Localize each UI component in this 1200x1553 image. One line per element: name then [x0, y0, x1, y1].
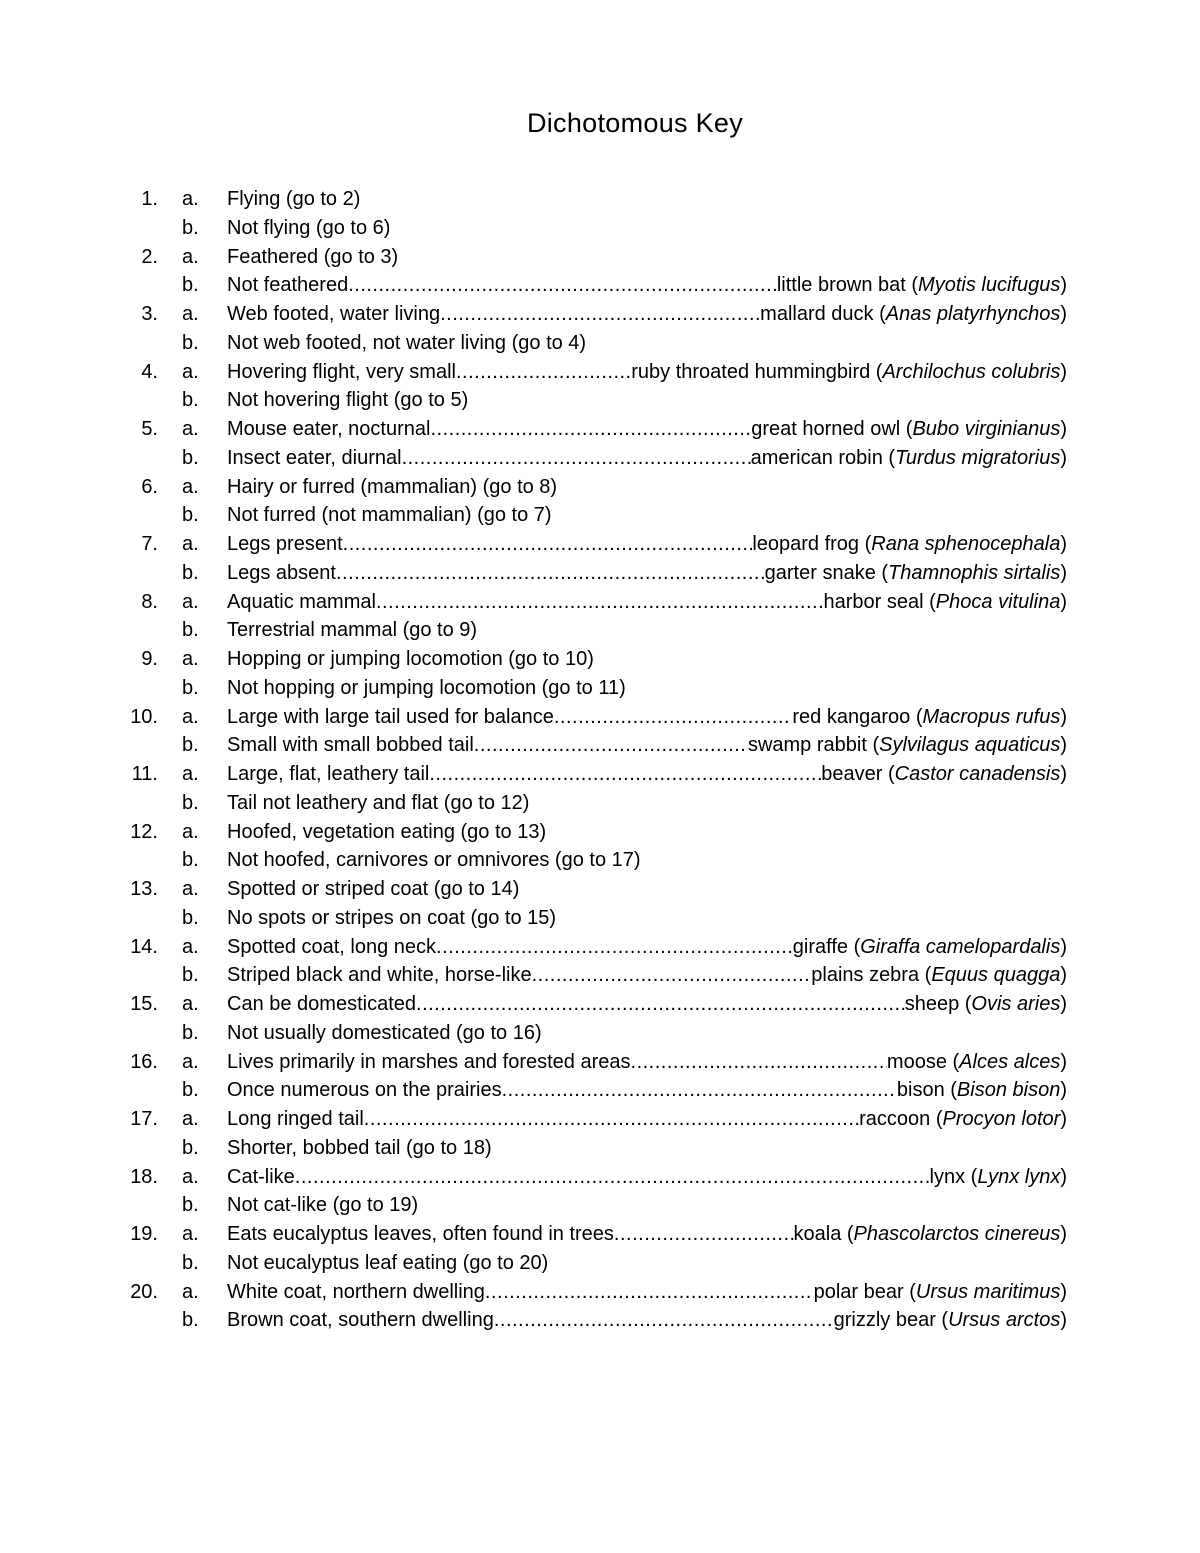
species-result: harbor seal (Phoca vitulina) — [823, 590, 1067, 613]
key-row — [0, 1191, 1200, 1220]
key-row — [0, 760, 1200, 789]
page-title: Dichotomous Key — [526, 108, 744, 138]
option-content — [227, 961, 1067, 989]
couplet-number: 20. — [130, 1280, 158, 1303]
key-row — [0, 1134, 1200, 1163]
key-row — [0, 588, 1200, 617]
scientific-name: Ovis aries — [971, 993, 1061, 1015]
option-letter: b. — [182, 619, 199, 642]
leader-dots — [429, 760, 821, 788]
species-result: plains zebra (Equus quagga) — [811, 964, 1067, 987]
option-letter: a. — [182, 993, 199, 1015]
option-letter: a. — [182, 188, 199, 210]
option-content — [227, 990, 1067, 1018]
species-result: leopard frog (Rana sphenocephala) — [752, 533, 1067, 555]
species-result: great horned owl (Bubo virginianus) — [751, 418, 1067, 440]
common-name: american robin — [750, 446, 883, 469]
option-content — [227, 846, 1067, 874]
option-content — [227, 904, 1067, 932]
option-letter: b. — [182, 561, 199, 584]
option-letter: b. — [182, 389, 199, 412]
option-content — [227, 588, 1067, 616]
leader-dots — [532, 961, 812, 989]
option-letter: b. — [182, 849, 199, 872]
option-letter: a. — [182, 303, 199, 325]
key-row — [0, 214, 1200, 243]
option-content — [227, 444, 1067, 472]
common-name: ruby throated hummingbird — [631, 360, 871, 383]
option-content — [227, 760, 1067, 788]
key-row — [0, 358, 1200, 387]
leader-dots — [336, 559, 765, 587]
scientific-name: Castor canadensis — [894, 763, 1061, 785]
scientific-name: Giraffa camelopardalis — [860, 935, 1061, 958]
common-name: koala — [793, 1223, 842, 1245]
leader-dots — [416, 990, 905, 1018]
species-result: ruby throated hummingbird (Archilochus colubris) — [631, 360, 1067, 383]
option-letter: a. — [182, 1108, 199, 1130]
option-description: Insect eater, diurnal — [227, 446, 402, 469]
option-description: Not flying (go to 6) — [227, 216, 391, 239]
key-row — [0, 271, 1200, 300]
key-row — [0, 674, 1200, 703]
leader-dots — [456, 358, 631, 386]
common-name: little brown bat — [776, 274, 906, 297]
option-description: Web footed, water living — [227, 303, 441, 325]
common-name: polar bear — [813, 1280, 904, 1303]
option-letter: a. — [182, 820, 199, 843]
key-row — [0, 731, 1200, 760]
scientific-name: Myotis lucifugus — [918, 274, 1061, 297]
key-row — [0, 1076, 1200, 1105]
option-content — [227, 1191, 1067, 1219]
option-description: Large, flat, leathery tail — [227, 763, 430, 785]
option-content — [227, 933, 1067, 961]
option-letter: a. — [182, 878, 199, 900]
species-result: beaver (Castor canadensis) — [821, 763, 1067, 785]
scientific-name: Bison bison — [956, 1079, 1061, 1102]
option-content — [227, 214, 1067, 242]
key-row — [0, 990, 1200, 1019]
key-row — [0, 846, 1200, 875]
key-row — [0, 1306, 1200, 1335]
option-content — [227, 789, 1067, 817]
option-letter: a. — [182, 935, 199, 958]
common-name: leopard frog — [752, 533, 860, 555]
key-row — [0, 501, 1200, 530]
leader-dots — [614, 1220, 794, 1248]
option-description: Hairy or furred (mammalian) (go to 8) — [227, 475, 558, 498]
option-content — [227, 243, 1067, 271]
option-letter: b. — [182, 1079, 199, 1102]
option-description: Tail not leathery and flat (go to 12) — [227, 791, 530, 814]
key-row — [0, 1019, 1200, 1048]
species-result: polar bear (Ursus maritimus) — [813, 1280, 1067, 1303]
option-content — [227, 674, 1067, 702]
dichotomous-key-list — [0, 185, 1200, 1335]
option-content — [227, 473, 1067, 501]
option-description: Eats eucalyptus leaves, often found in trees — [227, 1223, 614, 1245]
key-row — [0, 616, 1200, 645]
key-row — [0, 904, 1200, 933]
option-description: Not cat-like (go to 19) — [227, 1194, 419, 1217]
option-description: Hovering flight, very small — [227, 360, 456, 383]
key-row — [0, 645, 1200, 674]
option-letter: a. — [182, 705, 199, 728]
option-description: Not hoofed, carnivores or omnivores (go to 17) — [227, 849, 641, 872]
common-name: beaver — [821, 763, 883, 785]
leader-dots — [554, 703, 793, 731]
leader-dots — [343, 530, 753, 558]
option-description: Spotted or striped coat (go to 14) — [227, 878, 520, 900]
couplet-number: 7. — [141, 533, 158, 555]
key-row — [0, 1278, 1200, 1307]
option-content — [227, 731, 1067, 759]
option-description: Not usually domesticated (go to 16) — [227, 1021, 542, 1044]
option-description: Not eucalyptus leaf eating (go to 20) — [227, 1251, 549, 1274]
leader-dots — [364, 1105, 859, 1133]
option-content — [227, 703, 1067, 731]
option-letter: b. — [182, 964, 199, 987]
option-content — [227, 271, 1067, 299]
key-row — [0, 1163, 1200, 1192]
option-description: Not furred (not mammalian) (go to 7) — [227, 504, 552, 527]
couplet-number: 3. — [141, 303, 158, 325]
common-name: giraffe — [792, 935, 849, 958]
couplet-number: 15. — [130, 993, 158, 1015]
scientific-name: Sylvilagus aquaticus — [879, 734, 1061, 757]
species-result: bison (Bison bison) — [896, 1079, 1067, 1102]
option-content — [227, 1048, 1067, 1076]
leader-dots — [436, 933, 793, 961]
common-name: grizzly bear — [833, 1309, 936, 1332]
option-content — [227, 530, 1067, 558]
key-row — [0, 444, 1200, 473]
option-description: Hoofed, vegetation eating (go to 13) — [227, 820, 547, 843]
option-letter: a. — [182, 533, 199, 555]
couplet-number: 13. — [130, 878, 158, 900]
couplet-number: 9. — [141, 648, 158, 670]
leader-dots — [474, 731, 748, 759]
option-description: Not hopping or jumping locomotion (go to 11) — [227, 676, 626, 699]
common-name: harbor seal — [823, 590, 924, 613]
option-description: Aquatic mammal — [227, 590, 376, 613]
option-letter: a. — [182, 590, 199, 613]
option-content — [227, 616, 1067, 644]
scientific-name: Macropus rufus — [922, 705, 1061, 728]
leader-dots — [502, 1076, 897, 1104]
option-content — [227, 300, 1067, 328]
scientific-name: Equus quagga — [931, 964, 1061, 987]
option-description: Flying (go to 2) — [227, 188, 361, 210]
option-content — [227, 1306, 1067, 1334]
common-name: plains zebra — [811, 964, 920, 987]
couplet-number: 4. — [141, 360, 158, 383]
option-letter: a. — [182, 360, 199, 383]
scientific-name: Phoca vitulina — [935, 590, 1061, 613]
key-row — [0, 789, 1200, 818]
option-letter: a. — [182, 475, 199, 498]
option-letter: a. — [182, 1165, 199, 1188]
option-letter: b. — [182, 676, 199, 699]
species-result: red kangaroo (Macropus rufus) — [792, 705, 1067, 728]
option-content — [227, 1105, 1067, 1133]
leader-dots — [430, 415, 751, 443]
option-description: Not web footed, not water living (go to 4) — [227, 331, 587, 354]
species-result: sheep (Ovis aries) — [904, 993, 1067, 1015]
option-content — [227, 415, 1067, 443]
option-description: Small with small bobbed tail — [227, 734, 474, 757]
scientific-name: Thamnophis sirtalis — [888, 561, 1061, 584]
option-content — [227, 1076, 1067, 1104]
option-description: Hopping or jumping locomotion (go to 10) — [227, 648, 594, 670]
option-content — [227, 1163, 1067, 1191]
option-content — [227, 645, 1067, 673]
scientific-name: Lynx lynx — [977, 1165, 1061, 1188]
option-description: Not hovering flight (go to 5) — [227, 389, 469, 412]
species-result: swamp rabbit (Sylvilagus aquaticus) — [747, 734, 1067, 757]
scientific-name: Alces alces — [959, 1050, 1061, 1073]
couplet-number: 11. — [131, 763, 158, 785]
leader-dots — [402, 444, 751, 472]
option-description: Large with large tail used for balance — [227, 705, 554, 728]
key-row — [0, 933, 1200, 962]
option-description: Long ringed tail — [227, 1108, 364, 1130]
option-description: Legs absent — [227, 561, 336, 584]
option-letter: b. — [182, 734, 199, 757]
couplet-number: 6. — [141, 475, 158, 498]
common-name: lynx — [929, 1165, 966, 1188]
option-letter: b. — [182, 1021, 199, 1044]
scientific-name: Anas platyrhynchos — [885, 303, 1061, 325]
common-name: moose — [886, 1050, 947, 1073]
option-content — [227, 386, 1067, 414]
option-letter: b. — [182, 216, 199, 239]
option-description: No spots or stripes on coat (go to 15) — [227, 906, 557, 929]
key-row — [0, 961, 1200, 990]
species-result: mallard duck (Anas platyrhynchos) — [760, 303, 1067, 325]
option-description: White coat, northern dwelling — [227, 1280, 485, 1303]
option-letter: b. — [182, 1136, 199, 1159]
species-result: koala (Phascolarctos cinereus) — [793, 1223, 1067, 1245]
couplet-number: 12. — [130, 820, 158, 843]
couplet-number: 18. — [130, 1165, 158, 1188]
option-content — [227, 358, 1067, 386]
option-content — [227, 1278, 1067, 1306]
leader-dots — [348, 271, 777, 299]
scientific-name: Rana sphenocephala — [871, 533, 1061, 555]
key-row — [0, 1249, 1200, 1278]
key-row — [0, 1220, 1200, 1249]
scientific-name: Bubo virginianus — [912, 418, 1061, 440]
common-name: sheep — [904, 993, 960, 1015]
option-letter: a. — [182, 1050, 199, 1073]
species-result: lynx (Lynx lynx) — [929, 1165, 1067, 1188]
leader-dots — [440, 300, 760, 328]
key-row — [0, 243, 1200, 272]
option-letter: b. — [182, 331, 199, 354]
couplet-number: 10. — [130, 705, 158, 728]
key-row — [0, 415, 1200, 444]
key-row — [0, 1105, 1200, 1134]
option-content — [227, 329, 1067, 357]
species-result: giraffe (Giraffa camelopardalis) — [792, 935, 1067, 958]
key-row — [0, 185, 1200, 214]
species-result: american robin (Turdus migratorius) — [750, 446, 1067, 469]
option-letter: a. — [182, 648, 199, 670]
option-letter: b. — [182, 504, 199, 527]
option-letter: b. — [182, 1251, 199, 1274]
species-result: raccoon (Procyon lotor) — [859, 1108, 1067, 1130]
scientific-name: Ursus maritimus — [915, 1280, 1061, 1303]
key-row — [0, 300, 1200, 329]
option-content — [227, 559, 1067, 587]
couplet-number: 14. — [130, 935, 158, 958]
option-content — [227, 1134, 1067, 1162]
common-name: mallard duck — [760, 303, 874, 325]
key-row — [0, 473, 1200, 502]
leader-dots — [485, 1278, 814, 1306]
couplet-number: 5. — [141, 418, 158, 440]
option-description: Lives primarily in marshes and forested areas — [227, 1050, 631, 1073]
species-result: grizzly bear (Ursus arctos) — [833, 1309, 1067, 1332]
couplet-number: 17. — [130, 1108, 158, 1130]
option-letter: b. — [182, 791, 199, 814]
key-row — [0, 818, 1200, 847]
option-description: Legs present — [227, 533, 343, 555]
key-row — [0, 329, 1200, 358]
option-description: Shorter, bobbed tail (go to 18) — [227, 1136, 492, 1159]
option-letter: b. — [182, 274, 199, 297]
option-letter: a. — [182, 418, 199, 440]
couplet-number: 1. — [141, 188, 158, 210]
key-row — [0, 703, 1200, 732]
leader-dots — [376, 588, 824, 616]
leader-dots — [295, 1163, 930, 1191]
leader-dots — [631, 1048, 887, 1076]
key-row — [0, 1048, 1200, 1077]
option-description: Brown coat, southern dwelling — [227, 1309, 494, 1332]
scientific-name: Ursus arctos — [948, 1309, 1061, 1332]
option-content — [227, 818, 1067, 846]
scientific-name: Procyon lotor — [942, 1108, 1061, 1130]
common-name: great horned owl — [751, 418, 901, 440]
option-description: Cat-like — [227, 1165, 295, 1188]
couplet-number: 19. — [130, 1223, 158, 1245]
common-name: garter snake — [764, 561, 876, 584]
option-description: Once numerous on the prairies — [227, 1079, 502, 1102]
option-letter: a. — [182, 245, 199, 268]
option-description: Feathered (go to 3) — [227, 245, 399, 268]
common-name: bison — [896, 1079, 945, 1102]
leader-dots — [494, 1306, 834, 1334]
couplet-number: 16. — [130, 1050, 158, 1073]
option-description: Terrestrial mammal (go to 9) — [227, 619, 478, 642]
scientific-name: Phascolarctos cinereus — [853, 1223, 1061, 1245]
option-description: Can be domesticated — [227, 993, 417, 1015]
common-name: swamp rabbit — [747, 734, 867, 757]
option-content — [227, 501, 1067, 529]
common-name: raccoon — [859, 1108, 931, 1130]
option-content — [227, 1019, 1067, 1047]
option-letter: b. — [182, 906, 199, 929]
key-row — [0, 875, 1200, 904]
species-result: moose (Alces alces) — [886, 1050, 1067, 1073]
option-description: Striped black and white, horse-like — [227, 964, 532, 987]
option-description: Not feathered — [227, 274, 349, 297]
species-result: garter snake (Thamnophis sirtalis) — [764, 561, 1067, 584]
option-content — [227, 1220, 1067, 1248]
option-letter: a. — [182, 1280, 199, 1303]
option-description: Mouse eater, nocturnal — [227, 418, 431, 440]
option-content — [227, 185, 1067, 213]
key-row — [0, 530, 1200, 559]
couplet-number: 2. — [141, 245, 158, 268]
scientific-name: Turdus migratorius — [895, 446, 1061, 469]
option-content — [227, 875, 1067, 903]
option-letter: b. — [182, 1309, 199, 1332]
option-letter: a. — [182, 1223, 199, 1245]
common-name: red kangaroo — [792, 705, 911, 728]
couplet-number: 8. — [141, 590, 158, 613]
option-content — [227, 1249, 1067, 1277]
option-letter: b. — [182, 446, 199, 469]
key-row — [0, 559, 1200, 588]
option-letter: b. — [182, 1194, 199, 1217]
species-result: little brown bat (Myotis lucifugus) — [776, 274, 1067, 297]
key-row — [0, 386, 1200, 415]
option-letter: a. — [182, 763, 199, 785]
option-description: Spotted coat, long neck — [227, 935, 437, 958]
scientific-name: Archilochus colubris — [882, 360, 1061, 383]
